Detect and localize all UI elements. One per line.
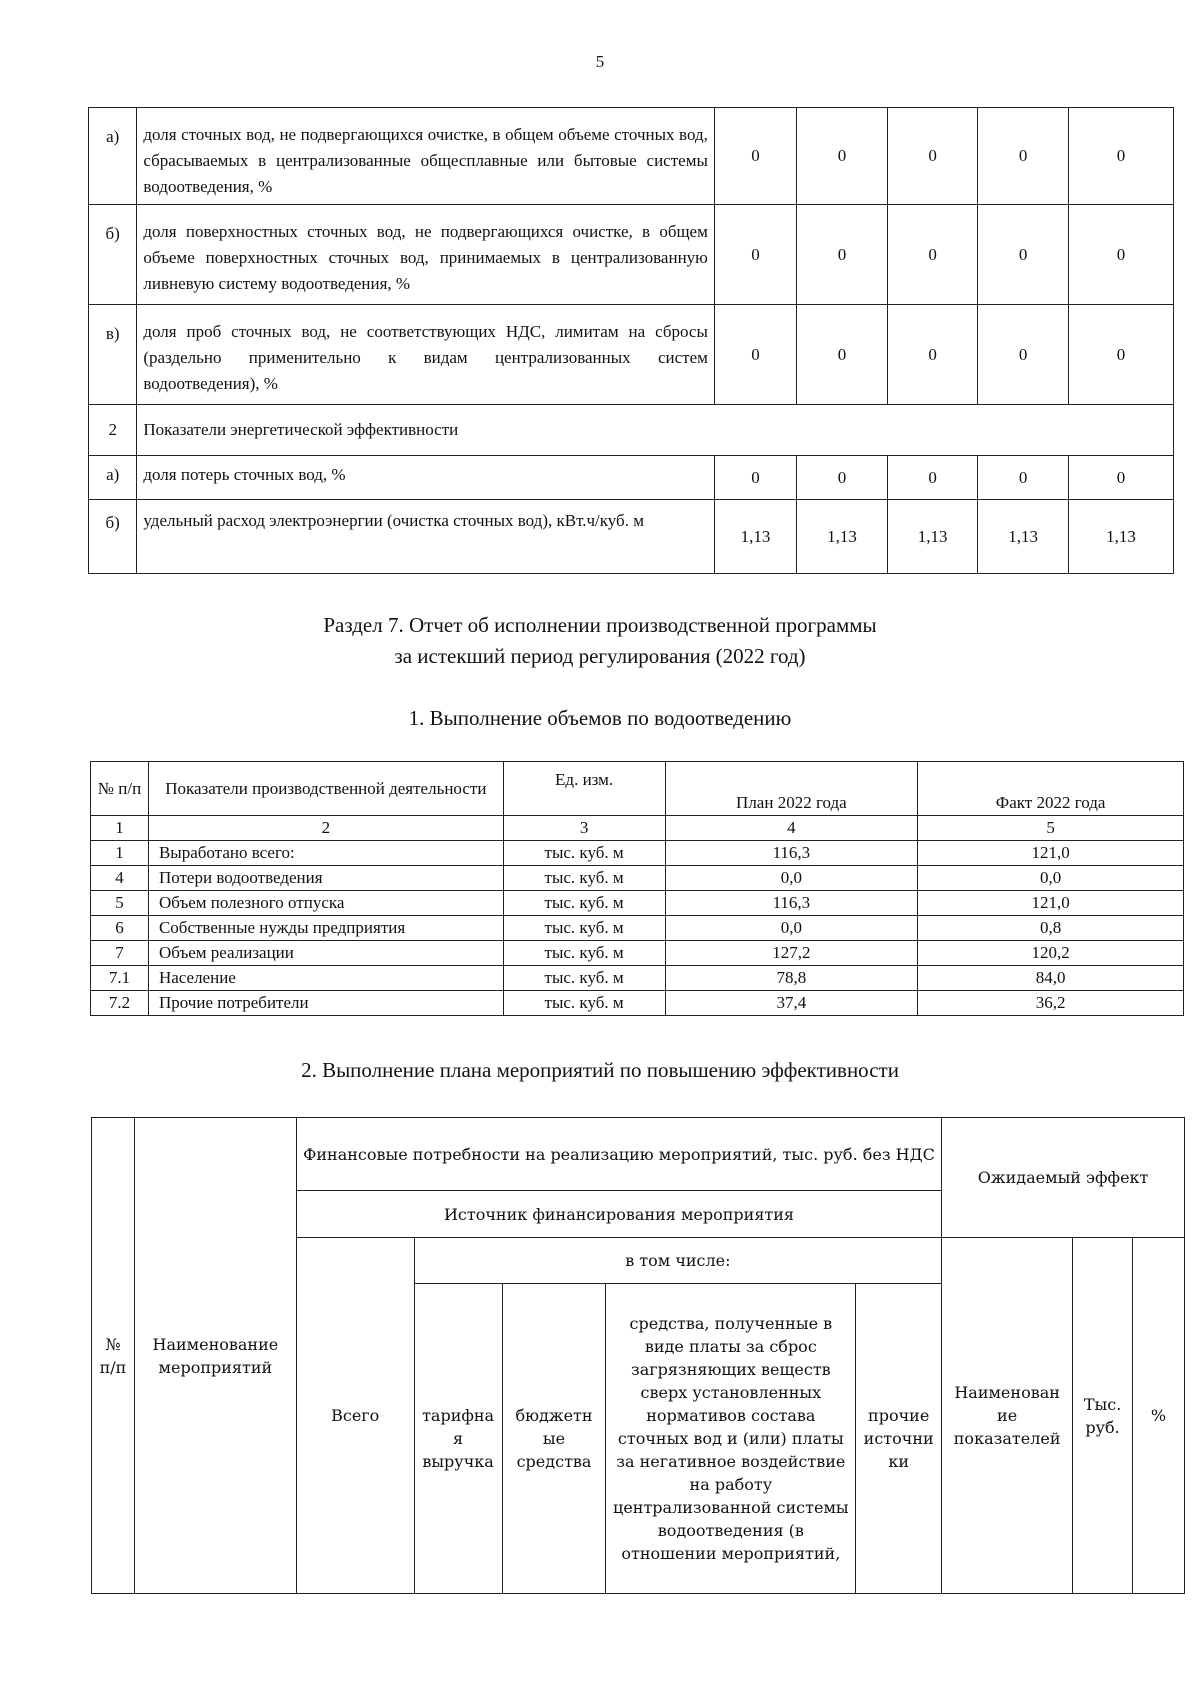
row-text: доля проб сточных вод, не соответствующих НДС, лимитам на сбросы (раздельно применительно к видам централизованных систем водоотведения), % (137, 305, 715, 405)
header-percent: % (1133, 1238, 1185, 1594)
row-plan: 0,0 (665, 916, 918, 941)
header-indicator: Показатели производственной деятельности (148, 762, 503, 816)
row-text: доля сточных вод, не подвергающихся очистке, в общем объеме сточных вод, сбрасываемых в централизованные общесплавные или бытовые системы водоотведения, % (137, 108, 715, 205)
row-text: доля поверхностных сточных вод, не подвергающихся очистке, в общем объеме поверхностных сточных вод, принимаемых в централизованную ливневую систему водоотведения, % (137, 205, 715, 305)
measures-table (91, 1117, 1185, 1594)
value-cell: 0 (714, 108, 796, 205)
row-plan: 0,0 (665, 866, 918, 891)
value-cell: 0 (887, 205, 978, 305)
table-row (91, 966, 1184, 991)
row-plan: 78,8 (665, 966, 918, 991)
col-number: 5 (918, 816, 1184, 841)
row-fact: 36,2 (918, 991, 1184, 1016)
value-cell: 0 (887, 305, 978, 405)
col-number: 2 (148, 816, 503, 841)
volumes-table (90, 761, 1184, 1016)
row-num: 5 (91, 891, 149, 916)
row-num: б) (89, 205, 137, 305)
header-thousand-rub: Тыс. руб. (1073, 1238, 1133, 1594)
header-fees: средства, полученные в виде платы за сброс загрязняющих веществ сверх установленных нормативов состава сточных вод и (или) платы за негативное воздействие на работу централизованной системы водоотведения (в отношении мероприятий, (606, 1284, 856, 1594)
row-num: 7.2 (91, 991, 149, 1016)
table-row (89, 500, 1174, 574)
row-plan: 116,3 (665, 891, 918, 916)
header-unit: Ед. изм. (503, 762, 665, 816)
row-unit: тыс. куб. м (503, 991, 665, 1016)
value-cell: 0 (714, 305, 796, 405)
header-measure-name: Наименование мероприятий (134, 1118, 296, 1594)
row-fact: 0,8 (918, 916, 1184, 941)
value-cell: 0 (1068, 205, 1173, 305)
value-cell: 1,13 (714, 500, 796, 574)
row-num: 6 (91, 916, 149, 941)
value-cell: 0 (978, 205, 1069, 305)
value-cell: 0 (978, 305, 1069, 405)
row-text: удельный расход электроэнергии (очистка сточных вод), кВт.ч/куб. м (137, 500, 715, 574)
table-row (89, 305, 1174, 405)
row-name: Население (148, 966, 503, 991)
value-cell: 0 (887, 456, 978, 500)
value-cell: 0 (1068, 108, 1173, 205)
row-fact: 84,0 (918, 966, 1184, 991)
subsection-title-volumes: 1. Выполнение объемов по водоотведению (408, 706, 792, 730)
row-num: б) (89, 500, 137, 574)
row-num: 1 (91, 841, 149, 866)
row-num: в) (89, 305, 137, 405)
col-number-row (91, 816, 1184, 841)
value-cell: 1,13 (1068, 500, 1173, 574)
section-num: 2 (89, 405, 137, 456)
row-plan: 37,4 (665, 991, 918, 1016)
row-plan: 127,2 (665, 941, 918, 966)
section-title: Показатели энергетической эффективности (137, 405, 1174, 456)
row-unit: тыс. куб. м (503, 966, 665, 991)
row-plan: 116,3 (665, 841, 918, 866)
table-row (91, 841, 1184, 866)
value-cell: 0 (714, 456, 796, 500)
row-fact: 0,0 (918, 866, 1184, 891)
row-num: 4 (91, 866, 149, 891)
row-name: Выработано всего: (148, 841, 503, 866)
row-name: Объем полезного отпуска (148, 891, 503, 916)
value-cell: 1,13 (797, 500, 888, 574)
row-fact: 121,0 (918, 841, 1184, 866)
row-unit: тыс. куб. м (503, 941, 665, 966)
value-cell: 0 (1068, 456, 1173, 500)
row-fact: 121,0 (918, 891, 1184, 916)
row-num: а) (89, 456, 137, 500)
col-number: 3 (503, 816, 665, 841)
value-cell: 0 (797, 205, 888, 305)
header-num: № п/п (91, 762, 149, 816)
section-row (89, 405, 1174, 456)
value-cell: 1,13 (887, 500, 978, 574)
row-name: Объем реализации (148, 941, 503, 966)
table-row (89, 456, 1174, 500)
col-number: 4 (665, 816, 918, 841)
section-title-line1: Раздел 7. Отчет об исполнении производственной программы (323, 613, 877, 637)
header-num: № п/п (92, 1118, 135, 1594)
row-name: Прочие потребители (148, 991, 503, 1016)
table-row (91, 866, 1184, 891)
row-unit: тыс. куб. м (503, 866, 665, 891)
row-name: Собственные нужды предприятия (148, 916, 503, 941)
value-cell: 0 (887, 108, 978, 205)
table-row (91, 941, 1184, 966)
row-name: Потери водоотведения (148, 866, 503, 891)
value-cell: 0 (797, 305, 888, 405)
header-plan: План 2022 года (665, 762, 918, 816)
col-number: 1 (91, 816, 149, 841)
indicators-table (88, 107, 1174, 574)
header-financial-needs: Финансовые потребности на реализацию мероприятий, тыс. руб. без НДС (296, 1118, 941, 1191)
row-num: 7.1 (91, 966, 149, 991)
row-unit: тыс. куб. м (503, 891, 665, 916)
row-unit: тыс. куб. м (503, 916, 665, 941)
section-title-line2: за истекший период регулирования (2022 год) (394, 644, 806, 668)
header-total: Всего (296, 1238, 414, 1594)
row-fact: 120,2 (918, 941, 1184, 966)
value-cell: 1,13 (978, 500, 1069, 574)
value-cell: 0 (714, 205, 796, 305)
table-row (89, 108, 1174, 205)
header-fact: Факт 2022 года (918, 762, 1184, 816)
header-including: в том числе: (414, 1238, 942, 1284)
row-unit: тыс. куб. м (503, 841, 665, 866)
row-num: 7 (91, 941, 149, 966)
header-indicator-name: Наименован ие показателей (942, 1238, 1073, 1594)
page-number: 5 (595, 52, 605, 71)
header-funding-source: Источник финансирования мероприятия (296, 1191, 941, 1238)
header-row (91, 762, 1184, 816)
value-cell: 0 (978, 456, 1069, 500)
value-cell: 0 (978, 108, 1069, 205)
header-other: прочие источни ки (856, 1284, 942, 1594)
value-cell: 0 (797, 456, 888, 500)
row-num: а) (89, 108, 137, 205)
header-tariff: тарифна я выручка (414, 1284, 502, 1594)
header-expected-effect: Ожидаемый эффект (942, 1118, 1185, 1238)
table-row (91, 991, 1184, 1016)
table-row (89, 205, 1174, 305)
value-cell: 0 (797, 108, 888, 205)
value-cell: 0 (1068, 305, 1173, 405)
row-text: доля потерь сточных вод, % (137, 456, 715, 500)
table-row (91, 916, 1184, 941)
table-row (91, 891, 1184, 916)
subsection-title-measures: 2. Выполнение плана мероприятий по повышению эффективности (301, 1058, 899, 1082)
header-budget: бюджетн ые средства (502, 1284, 606, 1594)
